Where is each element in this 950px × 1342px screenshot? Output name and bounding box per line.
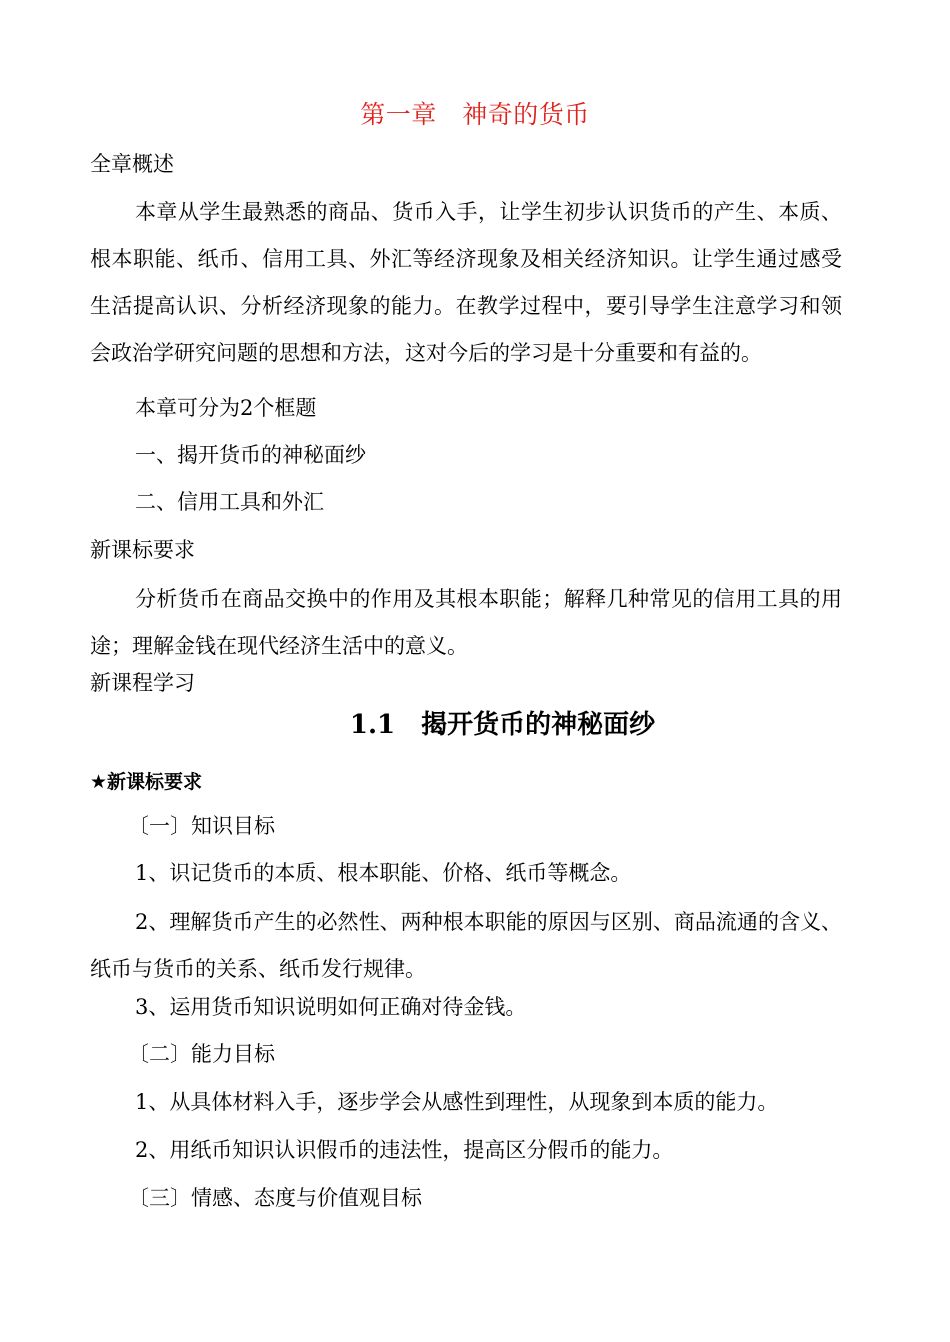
knowledge-goal-3: 3、运用货币知识说明如何正确对待金钱。 [135,995,527,1019]
overview-paragraph: 本章从学生最熟悉的商品、货币入手，让学生初步认识货币的产生、本质、根本职能、纸币、信用工具、外汇等经济现象及相关经济知识。让学生通过感受生活提高认识、分析经济现象的能力。在教学过程中，要引导学生注意学习和领会政治学研究问题的思想和方法，这对今后的学习是十分重要和有益的。 [90,200,842,365]
knowledge-goal-1: 1、识记货币的本质、根本职能、价格、纸币等概念。 [135,861,632,885]
frames-intro: 本章可分为2个框题 [135,396,317,420]
knowledge-goal-heading: 〔一〕知识目标 [128,814,275,838]
chapter-title: 第一章 神奇的货币 [360,100,590,129]
ability-goal-2: 2、用纸币知识认识假币的违法性，提高区分假币的能力。 [135,1138,674,1162]
standard-heading: 新课标要求 [90,538,195,562]
ability-goal-heading: 〔二〕能力目标 [128,1042,275,1066]
study-heading: 新课程学习 [90,671,195,695]
overview-heading: 全章概述 [90,152,174,176]
frame-item-1: 一、揭开货币的神秘面纱 [135,443,366,467]
frame-item-2: 二、信用工具和外汇 [135,490,324,514]
requirements-heading: ★新课标要求 [90,771,203,793]
lesson-title: 1.1 揭开货币的神秘面纱 [349,710,656,740]
ability-goal-1: 1、从具体材料入手，逐步学会从感性到理性，从现象到本质的能力。 [135,1090,779,1114]
knowledge-goal-2: 2、理解货币产生的必然性、两种根本职能的原因与区别、商品流通的含义、纸币与货币的关系、纸币发行规律。 [90,910,842,981]
standard-paragraph: 分析货币在商品交换中的作用及其根本职能；解释几种常见的信用工具的用途；理解金钱在现代经济生活中的意义。 [90,587,842,658]
emotion-goal-heading: 〔三〕情感、态度与价值观目标 [128,1186,422,1210]
